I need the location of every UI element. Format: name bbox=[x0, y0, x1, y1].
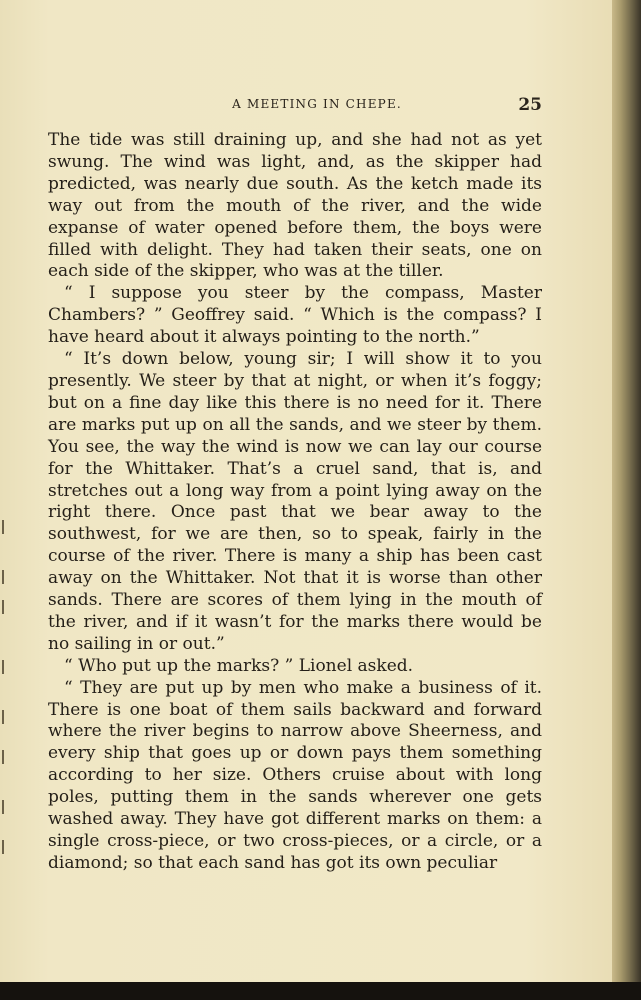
page-header bbox=[48, 95, 546, 119]
bottom-shadow bbox=[0, 982, 641, 1000]
paragraph: “ Who put up the marks? ” Lionel asked. bbox=[64, 655, 414, 676]
page-number: 25 bbox=[518, 95, 542, 115]
body-text bbox=[48, 130, 542, 875]
paragraph: “ I suppose you steer by the compass, Master Chambers? ” Geoffrey said. “ Which is the compass? I have heard about it always pointing to the north.” bbox=[48, 283, 542, 348]
paragraph: “ It’s down below, young sir; I will show it to you presently. We steer by that at night, or when it’s foggy; but on a fine day like this there is no need for it. There are marks put up on all the sands, and we steer by them. You see, the way the wind is now we can lay our course for the Whittaker. That’s a cruel sand, that is, and stretches out a long way from a point lying away on the right there. Once past that we bear away to the southwest, for we are then, so to speak, fairly in the course of the river. There is many a ship has been cast away on the Whittaker. Not that it is worse than other sands. There are scores of them lying in the mouth of the river, and if it wasn’t for the marks there would be no sailing in or out.” bbox=[48, 349, 542, 654]
margin-marks bbox=[2, 520, 6, 880]
paragraph: The tide was still draining up, and she had not as yet swung. The wind was light, and, as the skipper had predicted, was nearly due south. As the ketch made its way out from the mouth of the river, and the wide expanse of water opened before them, the boys were filled with delight. They had taken their seats, one on each side of the skipper, who was at the tiller. bbox=[48, 130, 542, 282]
running-head: A MEETING IN CHEPE. bbox=[232, 97, 402, 111]
paragraph: “ They are put up by men who make a business of it. There is one boat of them sails backward and forward where the river begins to narrow above Sheerness, and every ship that goes up or down pays them something according to her size. Others cruise about with long poles, putting them in the sands wherever one gets washed away. They have got different marks on them: a single cross-piece, or two cross-pieces, or a circle, or a diamond; so that each sand has got its own peculiar bbox=[48, 677, 542, 873]
page-edge-shadow bbox=[612, 0, 641, 990]
